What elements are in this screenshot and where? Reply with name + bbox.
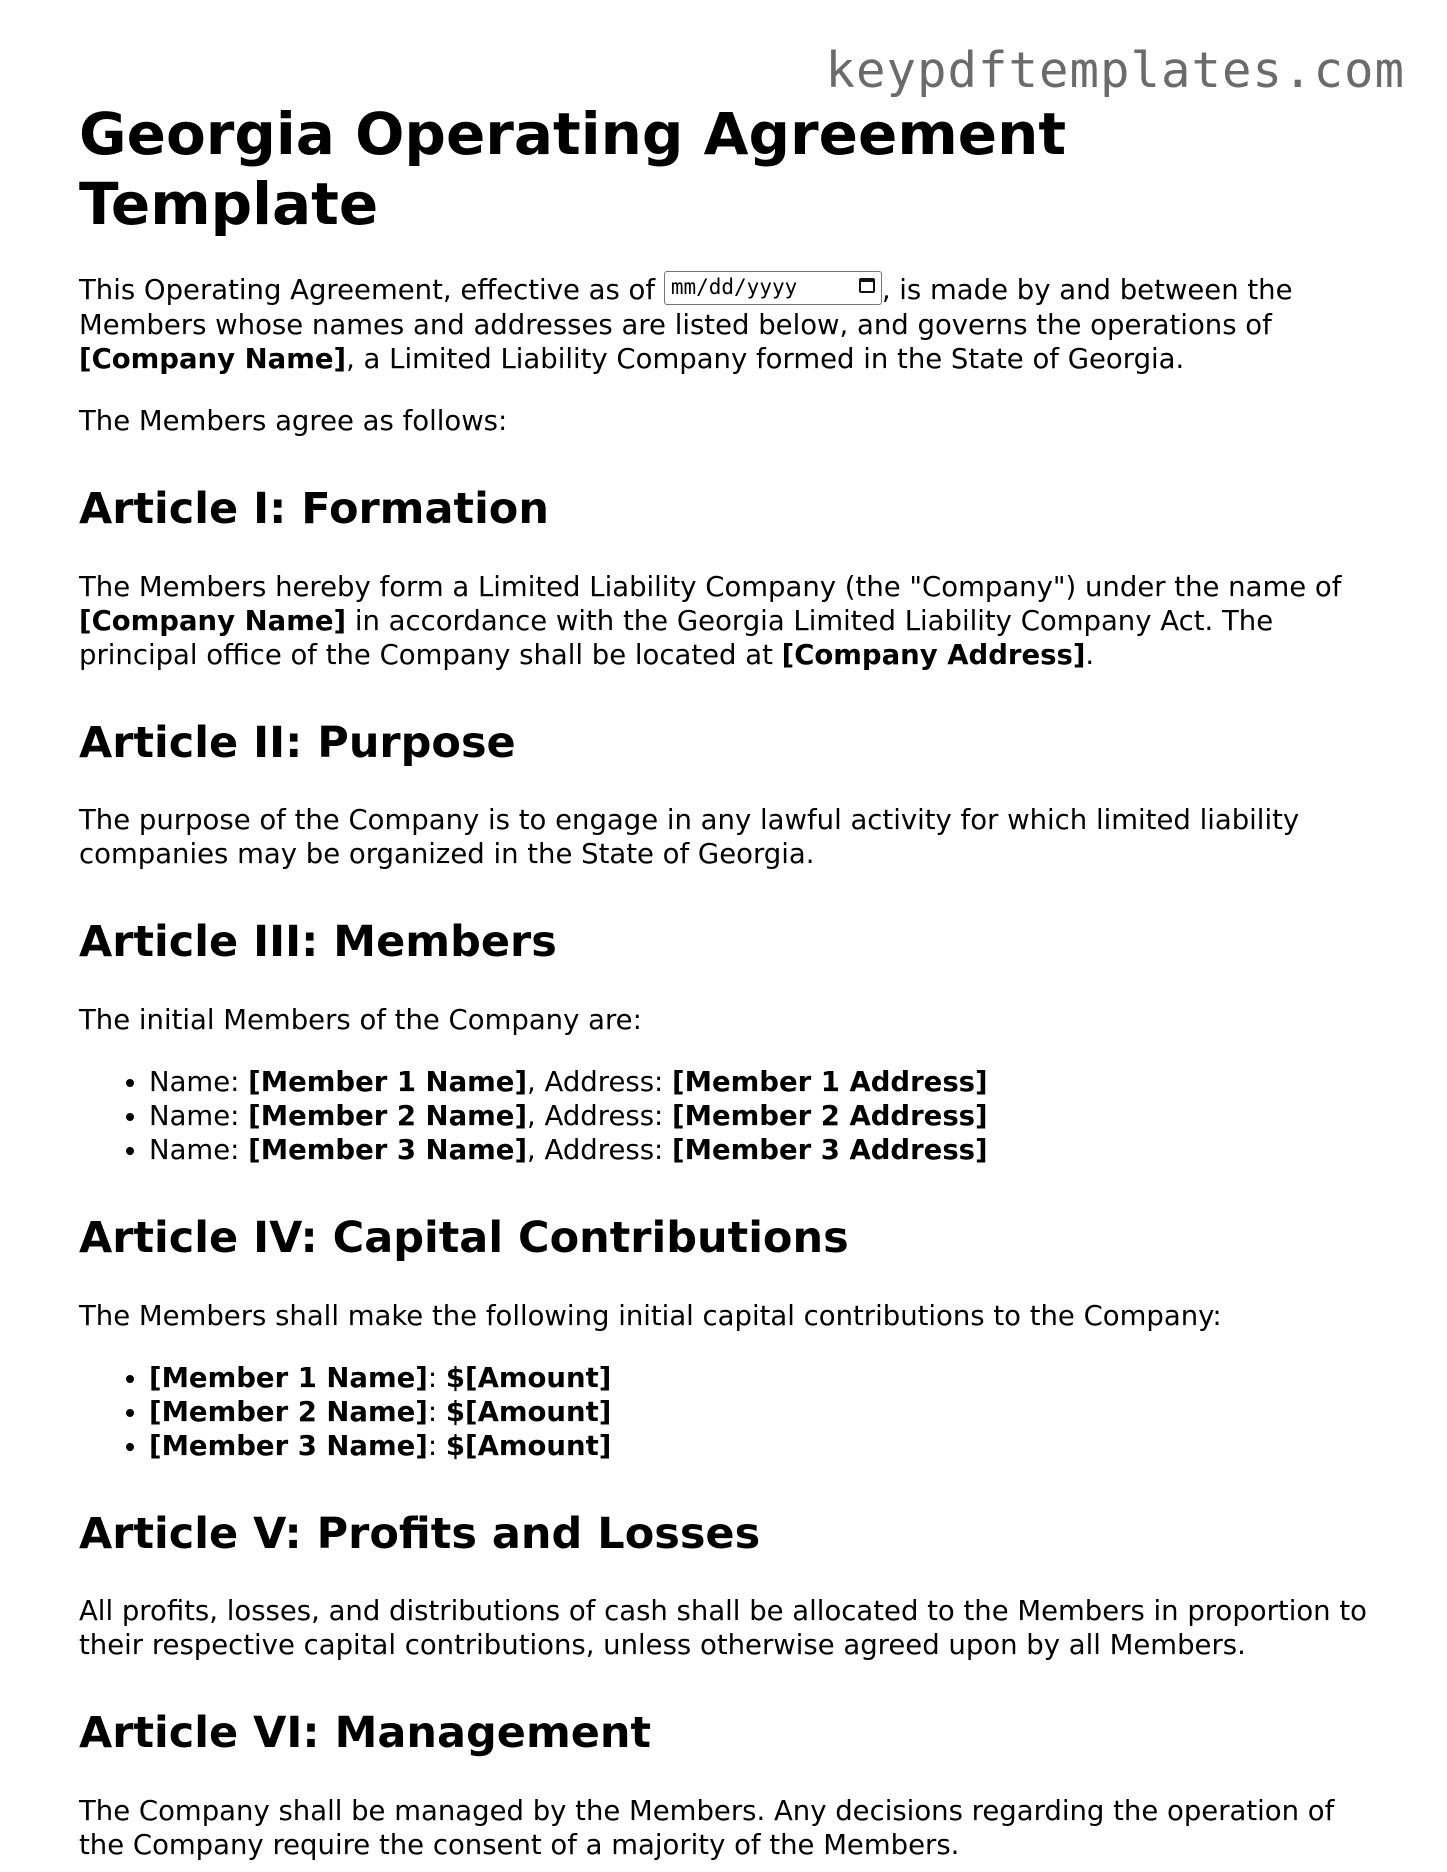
article-1-text-3: . (1085, 638, 1095, 671)
article-2-paragraph: The purpose of the Company is to engage in any lawful activity for which limited liability companies may be organized in the State of Georgia. (79, 804, 1300, 871)
separator: : (427, 1395, 446, 1428)
separator: : (427, 1429, 446, 1462)
list-item (149, 1395, 1379, 1429)
name-label: Name: (149, 1133, 249, 1166)
address-label: , Address: (527, 1065, 673, 1098)
member-name: [Member 1 Name] (248, 1065, 528, 1098)
amount-placeholder: $[Amount] (445, 1395, 612, 1428)
calendar-icon[interactable] (859, 278, 875, 293)
intro-text-1: This Operating Agreement, effective as of (79, 274, 664, 307)
members-list (79, 1065, 1379, 1167)
article-4-lead: The Members shall make the following initial capital contributions to the Company: (79, 1299, 1222, 1332)
member-name: [Member 2 Name] (248, 1099, 528, 1132)
list-item (149, 1429, 1379, 1463)
agree-paragraph: The Members agree as follows: (79, 405, 508, 438)
article-2-heading: Article II: Purpose (79, 717, 516, 768)
article-6-paragraph: The Company shall be managed by the Members. Any decisions regarding the operation of the Company require the consent of a majority of the Members. (79, 1794, 1335, 1861)
intro-text-3: , a Limited Liability Company formed in the State of Georgia. (346, 343, 1185, 376)
member-name: [Member 1 Name] (149, 1361, 428, 1394)
member-address: [Member 2 Address] (672, 1099, 988, 1132)
company-name-placeholder: [Company Name] (79, 343, 347, 376)
article-5-paragraph: All profits, losses, and distributions of cash shall be allocated to the Members in proportion to their respective capital contributions, unless otherwise agreed upon by all Members. (79, 1595, 1367, 1662)
article-1-heading: Article I: Formation (79, 484, 549, 535)
document-page (79, 100, 1379, 1862)
list-item (149, 1099, 1379, 1133)
member-name: [Member 3 Name] (248, 1133, 528, 1166)
name-label: Name: (149, 1099, 249, 1132)
effective-date-input[interactable] (664, 271, 882, 305)
article-1-text-2: in accordance with the Georgia Limited Liability Company Act. The principal office of the Company shall be located at (79, 604, 1274, 671)
article-3-lead: The initial Members of the Company are: (79, 1003, 642, 1036)
page-title: Georgia Operating Agreement Template (79, 100, 1067, 238)
watermark: keypdftemplates.com (825, 42, 1405, 99)
address-label: , Address: (527, 1099, 673, 1132)
contributions-list (79, 1361, 1379, 1463)
article-3-heading: Article III: Members (79, 917, 557, 968)
article-1-text-1: The Members hereby form a Limited Liability Company (the "Company") under the name of (79, 570, 1342, 603)
company-name-placeholder: [Company Name] (79, 604, 347, 637)
intro-paragraph (79, 273, 1379, 376)
list-item (149, 1065, 1379, 1099)
company-address-placeholder: [Company Address] (781, 638, 1086, 671)
article-1-paragraph (79, 570, 1379, 672)
article-6-heading: Article VI: Management (79, 1708, 652, 1759)
list-item (149, 1133, 1379, 1167)
date-placeholder: mm/dd/yyyy (670, 275, 798, 300)
amount-placeholder: $[Amount] (445, 1361, 612, 1394)
separator: : (427, 1361, 446, 1394)
article-5-heading: Article V: Profits and Losses (79, 1508, 761, 1559)
member-name: [Member 2 Name] (149, 1395, 428, 1428)
member-address: [Member 3 Address] (672, 1133, 988, 1166)
address-label: , Address: (527, 1133, 673, 1166)
name-label: Name: (149, 1065, 249, 1098)
member-address: [Member 1 Address] (672, 1065, 988, 1098)
member-name: [Member 3 Name] (149, 1429, 428, 1462)
amount-placeholder: $[Amount] (445, 1429, 612, 1462)
list-item (149, 1361, 1379, 1395)
article-4-heading: Article IV: Capital Contributions (79, 1212, 849, 1263)
intro-text-2: , is made by and between the Members whose names and addresses are listed below, and governs the operations of (79, 274, 1293, 342)
